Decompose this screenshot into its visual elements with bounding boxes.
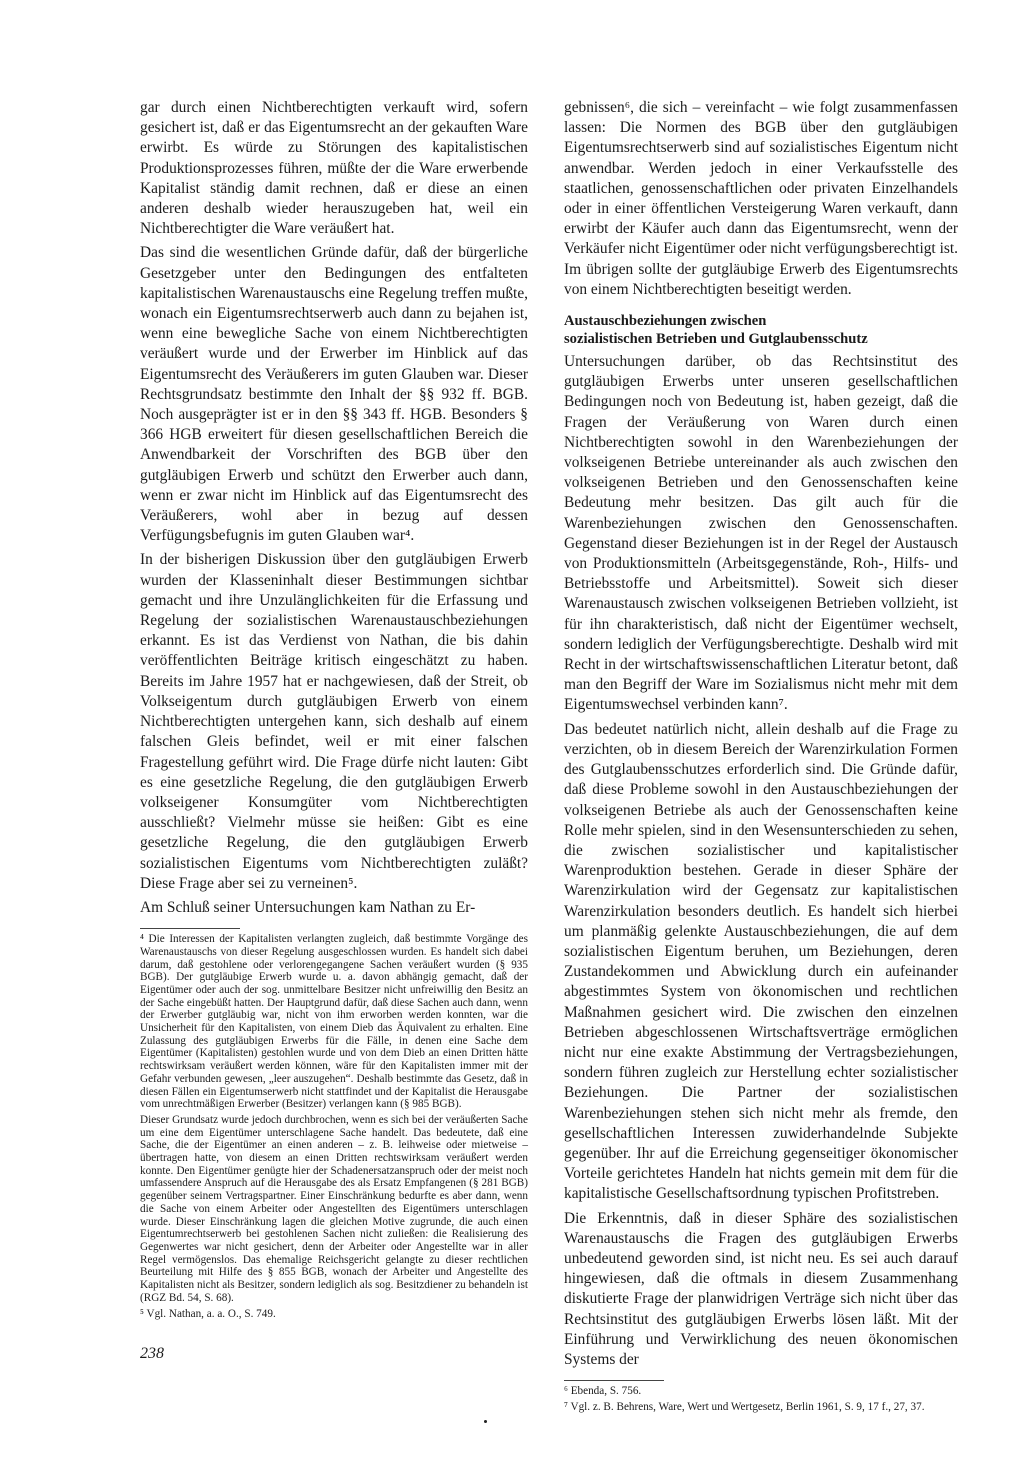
footnote: Dieser Grundsatz wurde jedoch durchbrochen, wenn es sich bei der veräußerten Sache um eine dem Eigentümer unterschlagene Sache handelt. Das bedeutete, daß eine Sache, die der Eigentümer an einen anderen – z. B. leihweise oder mietweise – übertragen hatte, von diesem an einen Dritten rechtswirksam veräußert werden konnte. Den Eigentümer genügte hier der Schadenersatzanspruch oder der meist noch umfassendere Anspruch auf die Herausgabe des als Ersatz Empfangenen (§ 281 BGB) gegenüber seinem Vertragspartner. Einer Einschränkung bedurfte es aber dann, wenn die Sache von einem Arbeiter oder Angestellten des Eigentümers unterschlagen wurde. Dieser Einschränkung lagen die gleichen Motive zugrunde, die auch einen Eigentumrechtserwerb bei gestohlenen Sachen nicht zuließen: die Realisierung des Gegenwertes war nicht gesichert, denn der Arbeiter oder Angestellte war in aller Regel vermögenslos. Das ehemalige Reichsgericht gelangte zu dieser rechtlichen Beurteilung mit Hilfe des § 855 BGB, wonach der Arbeiter und Angestellte des Kapitalisten nicht als Besitzer, sondern lediglich als sog. Besitzdiener zu behandeln ist (RGZ Bd. 54, S. 68).: [140, 1113, 528, 1304]
footnote-divider: [564, 1380, 664, 1381]
footnote: ⁴ Die Interessen der Kapitalisten verlangten zugleich, daß bestimmte Vorgänge des Warenaustauschs von dieser Regelung ausgeschlossen wurden. Es handelt sich dabei darum, daß gestohlene oder verlorengegangene Sachen veräußert wurden (§ 935 BGB). Der gutgläubige Erwerb wurde u. a. davon abhängig gemacht, daß der Eigentümer oder auch der sog. unmittelbare Besitzer nicht unfreiwillig den Besitz an der Sache eingebüßt hatten. Der Hauptgrund dafür, daß diese Sachen auch dann, wenn der Erwerber gutgläubig war, nicht von ihm erworben werden konnten, war die Unsicherheit für den Kapitalisten, von einem Dieb das Äquivalent zu erhalten. Eine Zulassung des gutgläubigen Erwerbs für die Fälle, in denen eine Sache dem Eigentümer (Kapitalisten) gestohlen wurde und von dem Dieb an einen Dritten hätte rechtswirksam veräußert werden können, wäre für den Kapitalisten immer mit der Gefahr verbunden gewesen, „leer auszugehen“. Deshalb bestimmte das Gesetz, daß in diesen Fällen ein Eigentumserwerb nicht stattfindet und der Kapitalist die Herausgabe vom unrechtmäßigen Erwerber (Besitzer) verlangen kann (§ 985 BGB).: [140, 933, 528, 1111]
print-speck: [484, 1420, 487, 1423]
body-paragraph: In der bisherigen Diskussion über den gutgläubigen Erwerb wurden der Klasseninhalt dieser Bestimmungen sichtbar gemacht und ihre Unzulänglichkeiten für die Erfassung und Regelung der sozialistischen Warenaustauschbeziehungen erkannt. Es ist das Verdienst von Nathan, die bis dahin veröffentlichten Beiträge kritisch eingeschätzt zu haben. Bereits im Jahre 1957 hat er nachgewiesen, daß der Streit, ob Volkseigentum durch gutgläubigen Erwerb von einem Nichtberechtigten untergehen kann, sich deshalb auf einem falschen Gleis befindet, weil er mit einer falschen Fragestellung geführt wird. Die Frage dürfe nicht lauten: Gibt es eine gesetzliche Regelung, die den gutgläubigen Erwerb volkseigener Konsumgüter vom Nichtberechtigten ausschließt? Vielmehr müsse sie heißen: Gibt es eine gesetzliche Regelung, die den gutgläubigen Erwerb sozialistischen Eigentums vom Nichtberechtigten zuläßt? Diese Frage aber sei zu verneinen⁵.: [140, 551, 528, 892]
footnote: ⁷ Vgl. z. B. Behrens, Ware, Wert und Wertgesetz, Berlin 1961, S. 9, 17 f., 27, 37.: [564, 1400, 925, 1413]
section-heading: [564, 312, 958, 348]
body-paragraph: gar durch einen Nichtberechtigten verkauft wird, sofern gesichert ist, daß er das Eigentumsrecht an der gekauften Ware erwirbt. Es würde zu Störungen des kapitalistischen Produktionsprozesses führen, müßte der die Ware erwerbende Kapitalist ständig damit rechnen, daß er diese an einen anderen deshalb wieder herauszugeben hat, weil ein Nichtberechtigter die Ware veräußert hat.: [140, 99, 528, 238]
body-paragraph: Das sind die wesentlichen Gründe dafür, daß der bürgerliche Gesetzgeber unter den Bedingungen des entfalteten kapitalistischen Warenaustauschs eine Regelung treffen mußte, wonach ein Eigentumsrechtserwerb auch dann zu bejahen ist, wenn eine bewegliche Sache von einem Nichtberechtigten veräußert wurde und der Erwerber im Hinblick auf das Eigentumsrecht des Veräußerers im guten Glauben war. Dieser Rechtsgrundsatz bestimmte den Inhalt der §§ 932 ff. BGB. Noch ausgeprägter ist er in den §§ 343 ff. HGB. Besonders § 366 HGB erweitert für diesen gesellschaftlichen Bereich die Anwendbarkeit der Vorschriften des BGB über den gutgläubigen Erwerb und schützt den Erwerber auch dann, wenn er zwar nicht im Hinblick auf das Eigentumsrecht des Veräußerers, wohl aber in bezug auf dessen Verfügungsbefugnis im guten Glauben war⁴.: [140, 244, 528, 545]
right-column: [564, 98, 958, 1417]
left-column: [140, 98, 528, 1323]
body-paragraph: Untersuchungen darüber, ob das Rechtsinstitut des gutgläubigen Erwerbs unter unseren gesellschaftlichen Bedingungen noch von Bedeutung ist, haben gezeigt, daß die Fragen der Veräußerung von Waren durch einen Nichtberechtigten sowohl in den Warenbeziehungen der volkseigenen Betriebe untereinander als auch zwischen den volkseigenen Betrieben und den Genossenschaften keine Bedeutung mehr besitzen. Das gilt auch für die Warenbeziehungen zwischen den Genossenschaften. Gegenstand dieser Beziehungen ist in der Regel der Austausch von Produktionsmitteln (Arbeitsgegenstände, Roh-, Hilfs- und Betriebsstoffe und Arbeitsmittel). Soweit sich dieser Warenaustausch zwischen volkseigenen Betrieben vollzieht, ist für ihn charakteristisch, daß nicht der Eigentümer wechselt, sondern lediglich der Verfügungsberechtigte. Deshalb wird mit Recht in der wirtschaftswissenschaftlichen Literatur betont, daß man den Begriff der Ware im Sozialismus nicht mehr mit dem Eigentumswechsel verbinden kann⁷.: [564, 353, 958, 714]
section-heading-line: Austauschbeziehungen zwischen: [564, 313, 767, 330]
body-paragraph: gebnissen⁶, die sich – vereinfacht – wie folgt zusammenfassen lassen: Die Normen des BGB über den gutgläubigen Eigentumsrechtserwerb sind auf sozialistisches Eigentum nicht anwendbar. Werden jedoch in einer Verkaufsstelle des staatlichen, genossenschaftlichen oder privaten Einzelhandels oder in einer öffentlichen Versteigerung Waren verkauft, dann erwirbt der Käufer auch dann das Eigentumsrecht, wenn der Verkäufer nicht Eigentümer oder nicht verfügungsberechtigt ist. Im übrigen sollte der gutgläubige Erwerb des Eigentumsrechts von einem Nichtberechtigten beseitigt werden.: [564, 99, 958, 298]
footnote-divider: [140, 928, 240, 929]
section-heading-line: sozialistischen Betrieben und Gutglaubensschutz: [564, 331, 868, 348]
footnote: ⁵ Vgl. Nathan, a. a. O., S. 749.: [140, 1307, 276, 1320]
page-number: 238: [140, 1345, 164, 1362]
body-paragraph: Die Erkenntnis, daß in dieser Sphäre des sozialistischen Warenaustauschs die Fragen des gutgläubigen Erwerbs unbedeutend geworden sind, ist nicht neu. Es sei auch darauf hingewiesen, daß die oftmals in diesem Zusammenhang diskutierte Frage der planwidrigen Verträge sich nicht über das Rechtsinstitut des gutgläubigen Erwerbs lösen läßt. Mit der Einführung und Verwirklichung des neuen ökonomischen Systems der: [564, 1209, 958, 1368]
footnote: ⁶ Ebenda, S. 756.: [564, 1385, 642, 1398]
body-paragraph: Am Schluß seiner Untersuchungen kam Nathan zu Er-: [140, 898, 476, 916]
body-paragraph: Das bedeutet natürlich nicht, allein deshalb auf die Frage zu verzichten, ob in diesem Bereich der Warenzirkulation Formen des Gutglaubensschutzes erforderlich sind. Die Gründe dafür, daß diese Probleme sowohl in den Austauschbeziehungen der volkseigenen Betriebe als auch der Genossenschaften keine Rolle mehr spielen, sind in den Wesensunterschieden zu sehen, die zwischen sozialistischer und kapitalistischer Warenproduktion bestehen. Gerade in dieser Sphäre der Warenzirkulation wird der Gegensatz zur kapitalistischen Warenzirkulation besonders deutlich. Es handelt sich hierbei um planmäßig gelenkte Austauschbeziehungen, die auf dem sozialistischen Eigentum beruhen, um Beziehungen, deren Zustandekommen und Abwicklung durch ein aufeinander abgestimmtes System von ökonomischen und rechtlichen Maßnahmen gesichert wird. Die zwischen den einzelnen Betrieben abgeschlossenen Wirtschaftsverträge ermöglichen nicht nur eine exakte Abstimmung der Vertragsbeziehungen, sondern führen zugleich zur Herstellung echter sozialistischer Beziehungen. Die Partner der sozialistischen Warenbeziehungen stehen sich nicht mehr als fremde, den gesellschaftlichen Interessen zuwiderhandelnde Subjekte gegenüber. Ihr auf die Erreichung gegenseitiger ökonomischer Vorteile gerichtetes Handeln hat nichts gemein mit dem für die kapitalistische Gesellschaftsordnung typischen Profitstreben.: [564, 720, 958, 1203]
